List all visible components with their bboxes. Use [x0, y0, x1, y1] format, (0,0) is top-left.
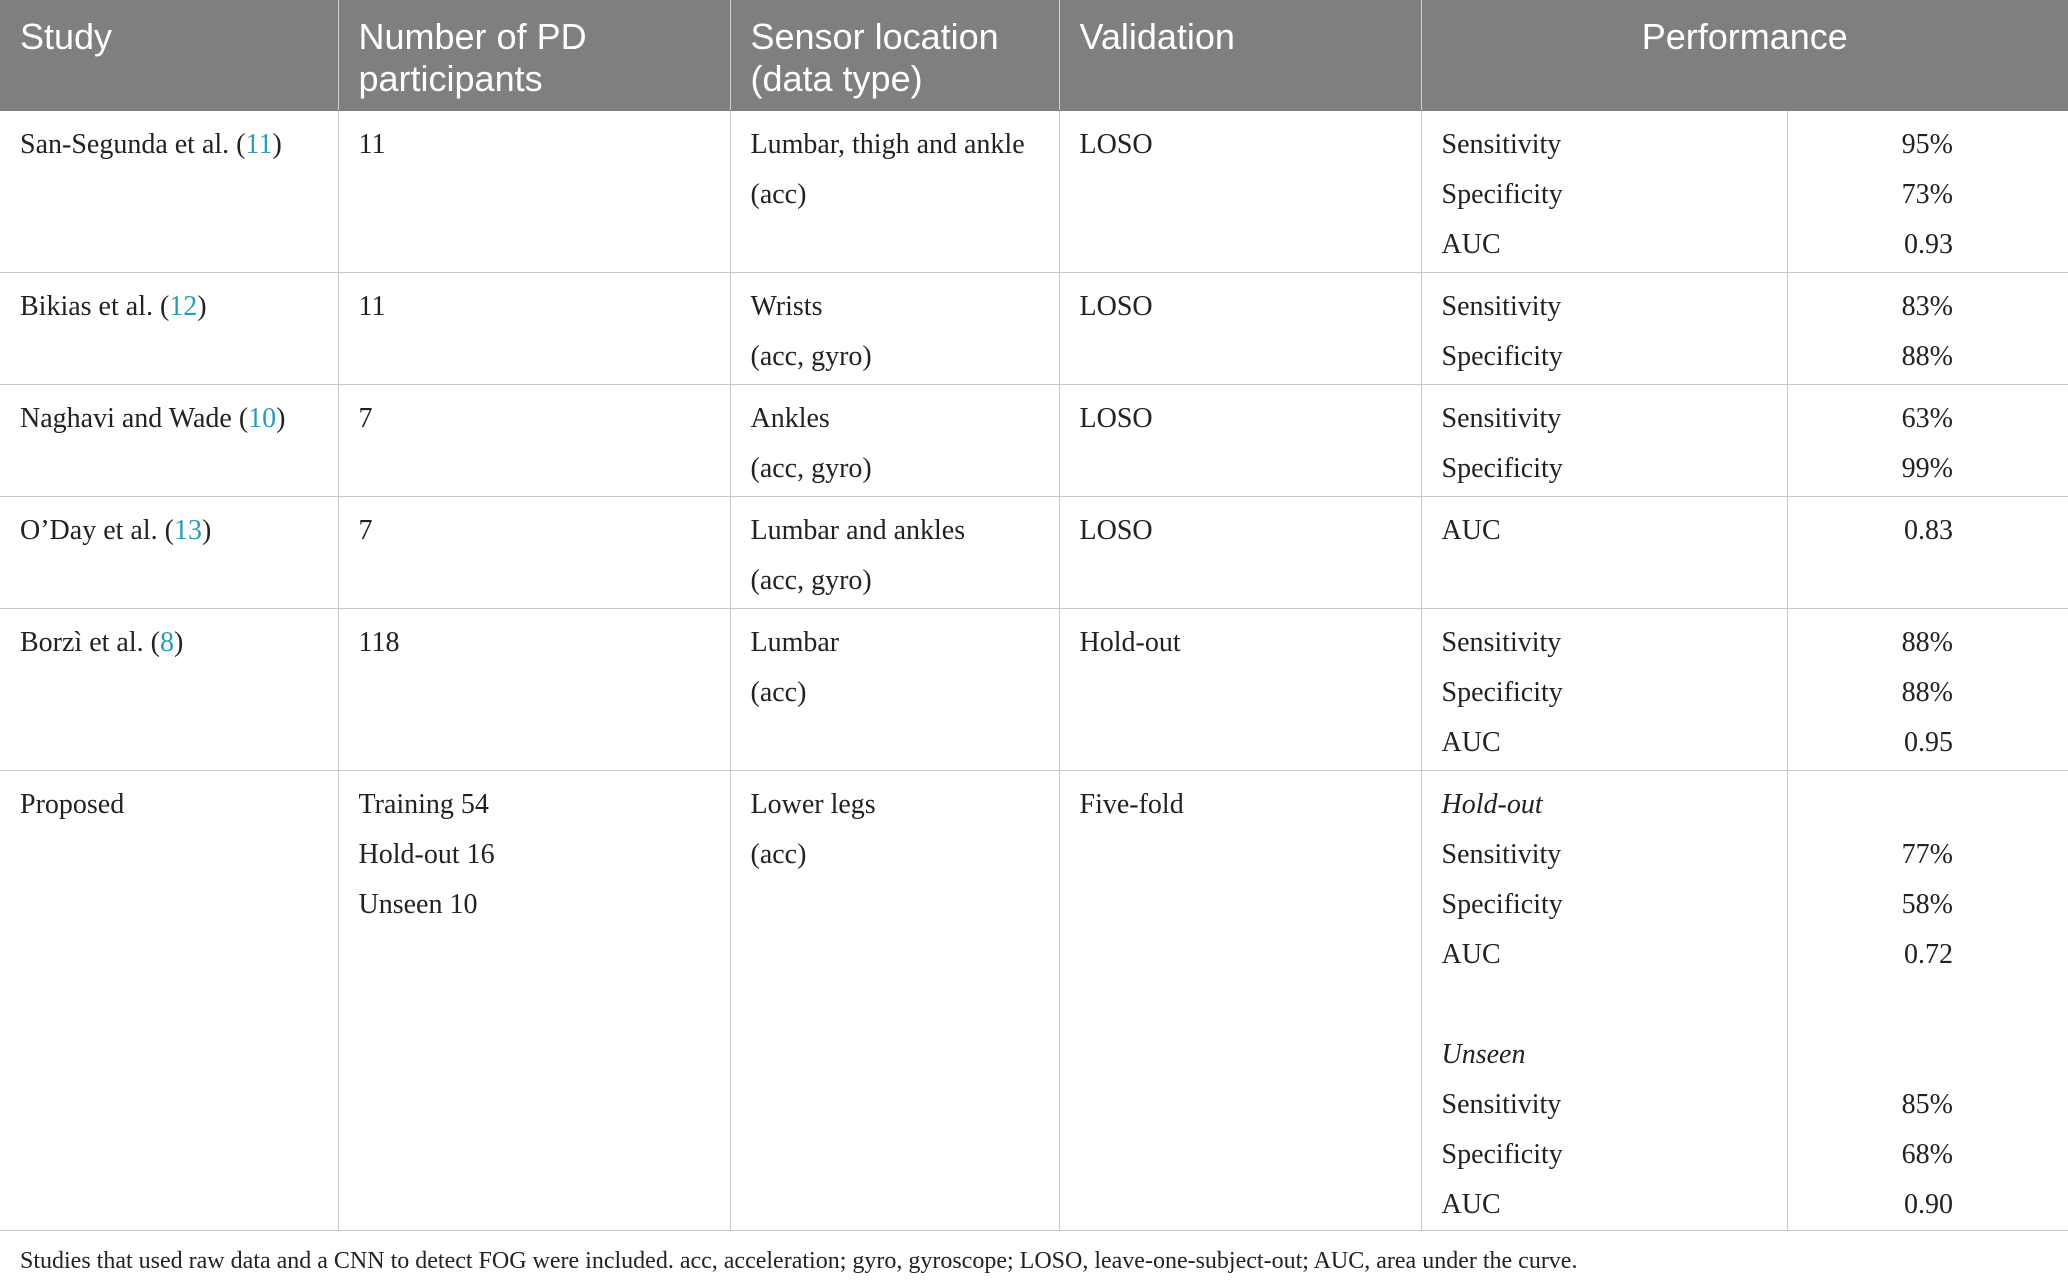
cell-line: (acc): [750, 839, 807, 870]
cell-participants: [338, 609, 730, 771]
cell-line: Unseen 10: [358, 889, 478, 920]
cell-line: Specificity: [1441, 341, 1563, 372]
study-name: [20, 506, 318, 556]
cell-participants: [338, 111, 730, 273]
cell-participants: [338, 771, 730, 1231]
header-sensor: Sensor location (data type): [730, 0, 1059, 111]
cell-validation: [1059, 385, 1421, 497]
cell-metric-values: [1787, 609, 2068, 771]
cell-line: Specificity: [1441, 1139, 1563, 1170]
cell-line: Sensitivity: [1441, 403, 1562, 434]
cell-sensor: [730, 771, 1059, 1231]
cell-line: 88%: [1901, 677, 1953, 708]
cell-line: 88%: [1901, 341, 1953, 372]
study-ref-link[interactable]: 13: [173, 515, 202, 546]
study-author: Bikias et al. (: [20, 291, 170, 322]
cell-line: 118: [358, 627, 400, 658]
study-ref-link[interactable]: 11: [245, 129, 273, 160]
cell-line: Hold-out 16: [358, 839, 495, 870]
study-ref-close: ): [272, 129, 282, 160]
cell-line: AUC: [1441, 515, 1501, 546]
header-row: [0, 0, 2068, 111]
cell-line: 77%: [1901, 839, 1953, 870]
cell-line: Sensitivity: [1441, 1089, 1562, 1120]
cell-line: Sensitivity: [1441, 839, 1562, 870]
cell-line: 0.95: [1904, 727, 1953, 758]
cell-metric-values: [1787, 273, 2068, 385]
cell-line: Specificity: [1441, 179, 1563, 210]
study-author: O’Day et al. (: [20, 515, 174, 546]
study-name: [20, 618, 318, 668]
cell-line: (acc, gyro): [750, 565, 872, 596]
study-ref-close: ): [276, 403, 286, 434]
cell-sensor: [730, 385, 1059, 497]
cell-participants: [338, 385, 730, 497]
study-ref-link[interactable]: 10: [248, 403, 277, 434]
cell-line: Lower legs: [750, 789, 876, 820]
cell-line: AUC: [1441, 229, 1501, 260]
study-ref-close: ): [201, 515, 212, 546]
cell-line: Sensitivity: [1441, 627, 1562, 658]
cell-sensor: [730, 497, 1059, 609]
table-header: [0, 0, 2068, 111]
cell-line: 0.93: [1904, 229, 1953, 260]
cell-sensor: [730, 273, 1059, 385]
cell-line: Lumbar: [750, 627, 840, 658]
table-row: [0, 385, 2068, 497]
cell-line: 83%: [1901, 291, 1953, 322]
table-row: [0, 111, 2068, 273]
cell-metric-values: [1787, 497, 2068, 609]
cell-validation: [1059, 273, 1421, 385]
cell-line: 0.90: [1904, 1189, 1953, 1220]
cell-line: LOSO: [1079, 403, 1153, 434]
spacer: [1808, 780, 1954, 830]
cell-sensor: [730, 111, 1059, 273]
cell-line: 7: [358, 515, 373, 546]
table-row-proposed: [0, 771, 2068, 1231]
study-ref-close: ): [197, 291, 207, 322]
cell-study: [0, 497, 338, 609]
study-author: Naghavi and Wade (: [20, 403, 249, 434]
cell-study: [0, 385, 338, 497]
spacer: [1442, 980, 1767, 1030]
study-author: Borzì et al. (: [20, 627, 160, 658]
cell-line: Unseen: [1441, 1039, 1526, 1070]
cell-metric-values: [1787, 771, 2068, 1231]
cell-line: Specificity: [1441, 677, 1563, 708]
cell-line: (acc, gyro): [750, 453, 872, 484]
cell-metric-labels: [1421, 385, 1787, 497]
cell-line: Hold-out: [1079, 627, 1181, 658]
study-name: [20, 394, 318, 444]
cell-line: 95%: [1901, 129, 1953, 160]
header-validation: Validation: [1059, 0, 1421, 111]
cell-line: LOSO: [1079, 291, 1153, 322]
cell-line: (acc, gyro): [750, 341, 872, 372]
cell-metric-labels: [1421, 771, 1787, 1231]
study-ref-link[interactable]: 12: [169, 291, 198, 322]
study-name: [20, 120, 318, 170]
cell-line: Five-fold: [1079, 789, 1184, 820]
cell-line: Wrists: [750, 291, 823, 322]
cell-line: Lumbar, thigh and ankle: [750, 129, 1025, 160]
cell-study: [0, 273, 338, 385]
cell-line: Lumbar and ankles: [750, 515, 966, 546]
cell-line: 0.83: [1904, 515, 1953, 546]
cell-line: AUC: [1441, 727, 1501, 758]
cell-metric-labels: [1421, 273, 1787, 385]
cell-line: 99%: [1901, 453, 1953, 484]
cell-line: 63%: [1901, 403, 1953, 434]
cell-line: 85%: [1901, 1089, 1953, 1120]
cell-study: [0, 771, 338, 1231]
spacer: [1808, 1030, 1954, 1080]
cell-line: LOSO: [1079, 129, 1153, 160]
header-performance: Performance: [1421, 0, 2068, 111]
cell-line: Proposed: [20, 789, 125, 820]
cell-line: Ankles: [750, 403, 830, 434]
cell-participants: [338, 497, 730, 609]
study-ref-link[interactable]: 8: [159, 627, 174, 658]
cell-line: 11: [358, 129, 386, 160]
cell-line: Training 54: [358, 789, 489, 820]
cell-metric-labels: [1421, 111, 1787, 273]
study-author: San-Segunda et al. (: [20, 129, 246, 160]
cell-study: [0, 111, 338, 273]
table-row: [0, 273, 2068, 385]
cell-line: Specificity: [1441, 453, 1563, 484]
cell-line: LOSO: [1079, 515, 1153, 546]
cell-line: 88%: [1901, 627, 1953, 658]
cell-line: Specificity: [1441, 889, 1563, 920]
table-row: [0, 609, 2068, 771]
cell-validation: [1059, 111, 1421, 273]
cell-sensor: [730, 609, 1059, 771]
cell-validation: [1059, 609, 1421, 771]
cell-line: (acc): [750, 179, 807, 210]
cell-line: (acc): [750, 677, 807, 708]
cell-line: Hold-out: [1441, 789, 1543, 820]
cell-line: 68%: [1901, 1139, 1953, 1170]
cell-metric-values: [1787, 385, 2068, 497]
cell-line: AUC: [1441, 1189, 1501, 1220]
table-body: [0, 111, 2068, 1231]
cell-line: 7: [358, 403, 373, 434]
cell-line: 73%: [1901, 179, 1953, 210]
cell-metric-values: [1787, 111, 2068, 273]
header-study: Study: [0, 0, 338, 111]
cell-line: Sensitivity: [1441, 129, 1562, 160]
cell-line: 0.72: [1904, 939, 1953, 970]
cell-line: Sensitivity: [1441, 291, 1562, 322]
spacer: [1808, 980, 1954, 1030]
header-participants: Number of PD participants: [338, 0, 730, 111]
cell-line: 11: [358, 291, 386, 322]
study-ref-close: ): [173, 627, 184, 658]
cell-line: AUC: [1441, 939, 1501, 970]
table-row: [0, 497, 2068, 609]
cell-validation: [1059, 771, 1421, 1231]
study-name: [20, 282, 318, 332]
cell-metric-labels: [1421, 497, 1787, 609]
cell-study: [0, 609, 338, 771]
cell-metric-labels: [1421, 609, 1787, 771]
cell-line: 58%: [1901, 889, 1953, 920]
table-footnote: Studies that used raw data and a CNN to detect FOG were included. acc, acceleration; gyro, gyroscope; LOSO, leave-one-subject-out; AUC, area under the curve.: [20, 1248, 1578, 1274]
cell-participants: [338, 273, 730, 385]
cell-validation: [1059, 497, 1421, 609]
